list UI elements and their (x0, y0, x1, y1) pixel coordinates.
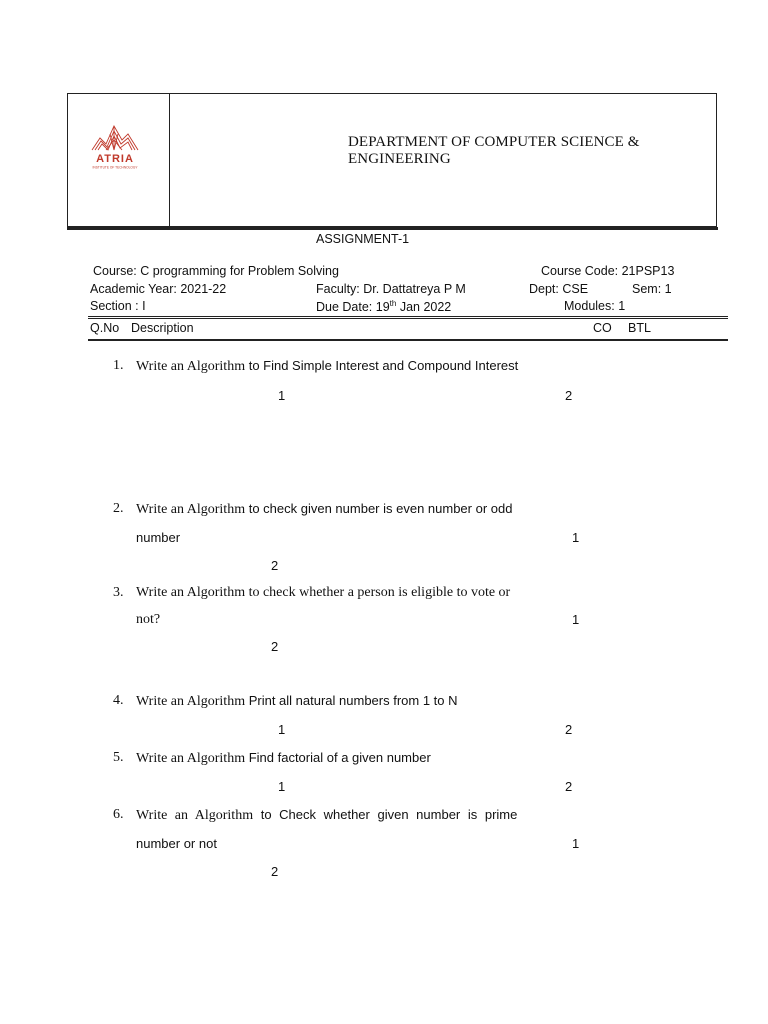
question-co: 1 (278, 779, 286, 794)
question-text (136, 693, 458, 710)
question-number: 2. (113, 501, 124, 516)
question-co: 1 (572, 530, 580, 545)
academic-year: Academic Year: 2021-22 (90, 282, 227, 296)
question-btl: 2 (565, 388, 573, 403)
question-btl: 2 (565, 779, 573, 794)
table-rule-top (88, 316, 728, 317)
question-co: 1 (278, 388, 286, 403)
question-btl: 2 (271, 558, 279, 573)
logo-text: ATRIA (96, 153, 134, 165)
due-date-suffix: Jan 2022 (396, 300, 452, 315)
table-rule-top-2 (88, 318, 728, 319)
question-text (136, 501, 512, 518)
due-date-sup: th (389, 299, 397, 308)
assignment-title: ASSIGNMENT-1 (316, 232, 410, 246)
question-rest: Print all natural numbers from 1 to N (245, 693, 458, 708)
question-line2: number (136, 530, 181, 545)
due-date (316, 299, 451, 314)
col-btl: BTL (628, 321, 651, 335)
col-qno: Q.No (90, 321, 120, 335)
question-lead: Write an Algorithm (136, 808, 254, 823)
question-lead: Write an Algorithm (136, 694, 246, 709)
table-rule-bottom (88, 339, 728, 341)
question-lead: Write an Algorithm (136, 359, 246, 374)
section: Section : I (90, 299, 146, 313)
question-co: 1 (278, 722, 286, 737)
question-btl: 2 (565, 722, 573, 737)
course-name: Course: C programming for Problem Solving (93, 264, 339, 278)
col-description: Description (131, 321, 194, 335)
question-number: 1. (113, 358, 124, 373)
question-btl: 2 (271, 864, 279, 879)
header-underline (67, 227, 718, 230)
due-date-prefix: Due Date: 19 (316, 300, 390, 315)
question-text (136, 750, 431, 767)
question-rest: to Check whether given number is prime (253, 807, 518, 822)
question-lead: Write an Algorithm (136, 502, 246, 517)
question-line2: number or not (136, 836, 217, 851)
course-code: Course Code: 21PSP13 (541, 264, 675, 278)
faculty: Faculty: Dr. Dattatreya P M (316, 282, 466, 296)
question-rest: to Find Simple Interest and Compound Interest (245, 358, 519, 373)
question-number: 6. (113, 807, 124, 822)
question-rest: Find factorial of a given number (245, 750, 431, 765)
question-line2: not? (136, 612, 161, 627)
col-co: CO (593, 321, 612, 335)
question-number: 5. (113, 750, 124, 765)
department: Dept: CSE (529, 282, 589, 296)
semester: Sem: 1 (632, 282, 672, 296)
question-text: Write an Algorithm to check whether a person is eligible to vote or (136, 585, 511, 600)
question-co: 1 (572, 612, 580, 627)
modules: Modules: 1 (564, 299, 626, 313)
question-number: 3. (113, 585, 124, 600)
question-lead: Write an Algorithm (136, 751, 246, 766)
question-number: 4. (113, 693, 124, 708)
question-btl: 2 (271, 639, 279, 654)
question-text (136, 358, 518, 375)
logo-subtext: INSTITUTE OF TECHNOLOGY (92, 165, 138, 170)
department-title: DEPARTMENT OF COMPUTER SCIENCE & ENGINEERING (348, 134, 640, 167)
question-text (136, 807, 517, 824)
header-box (67, 93, 717, 227)
question-co: 1 (572, 836, 580, 851)
question-rest: to check given number is even number or odd (245, 501, 513, 516)
